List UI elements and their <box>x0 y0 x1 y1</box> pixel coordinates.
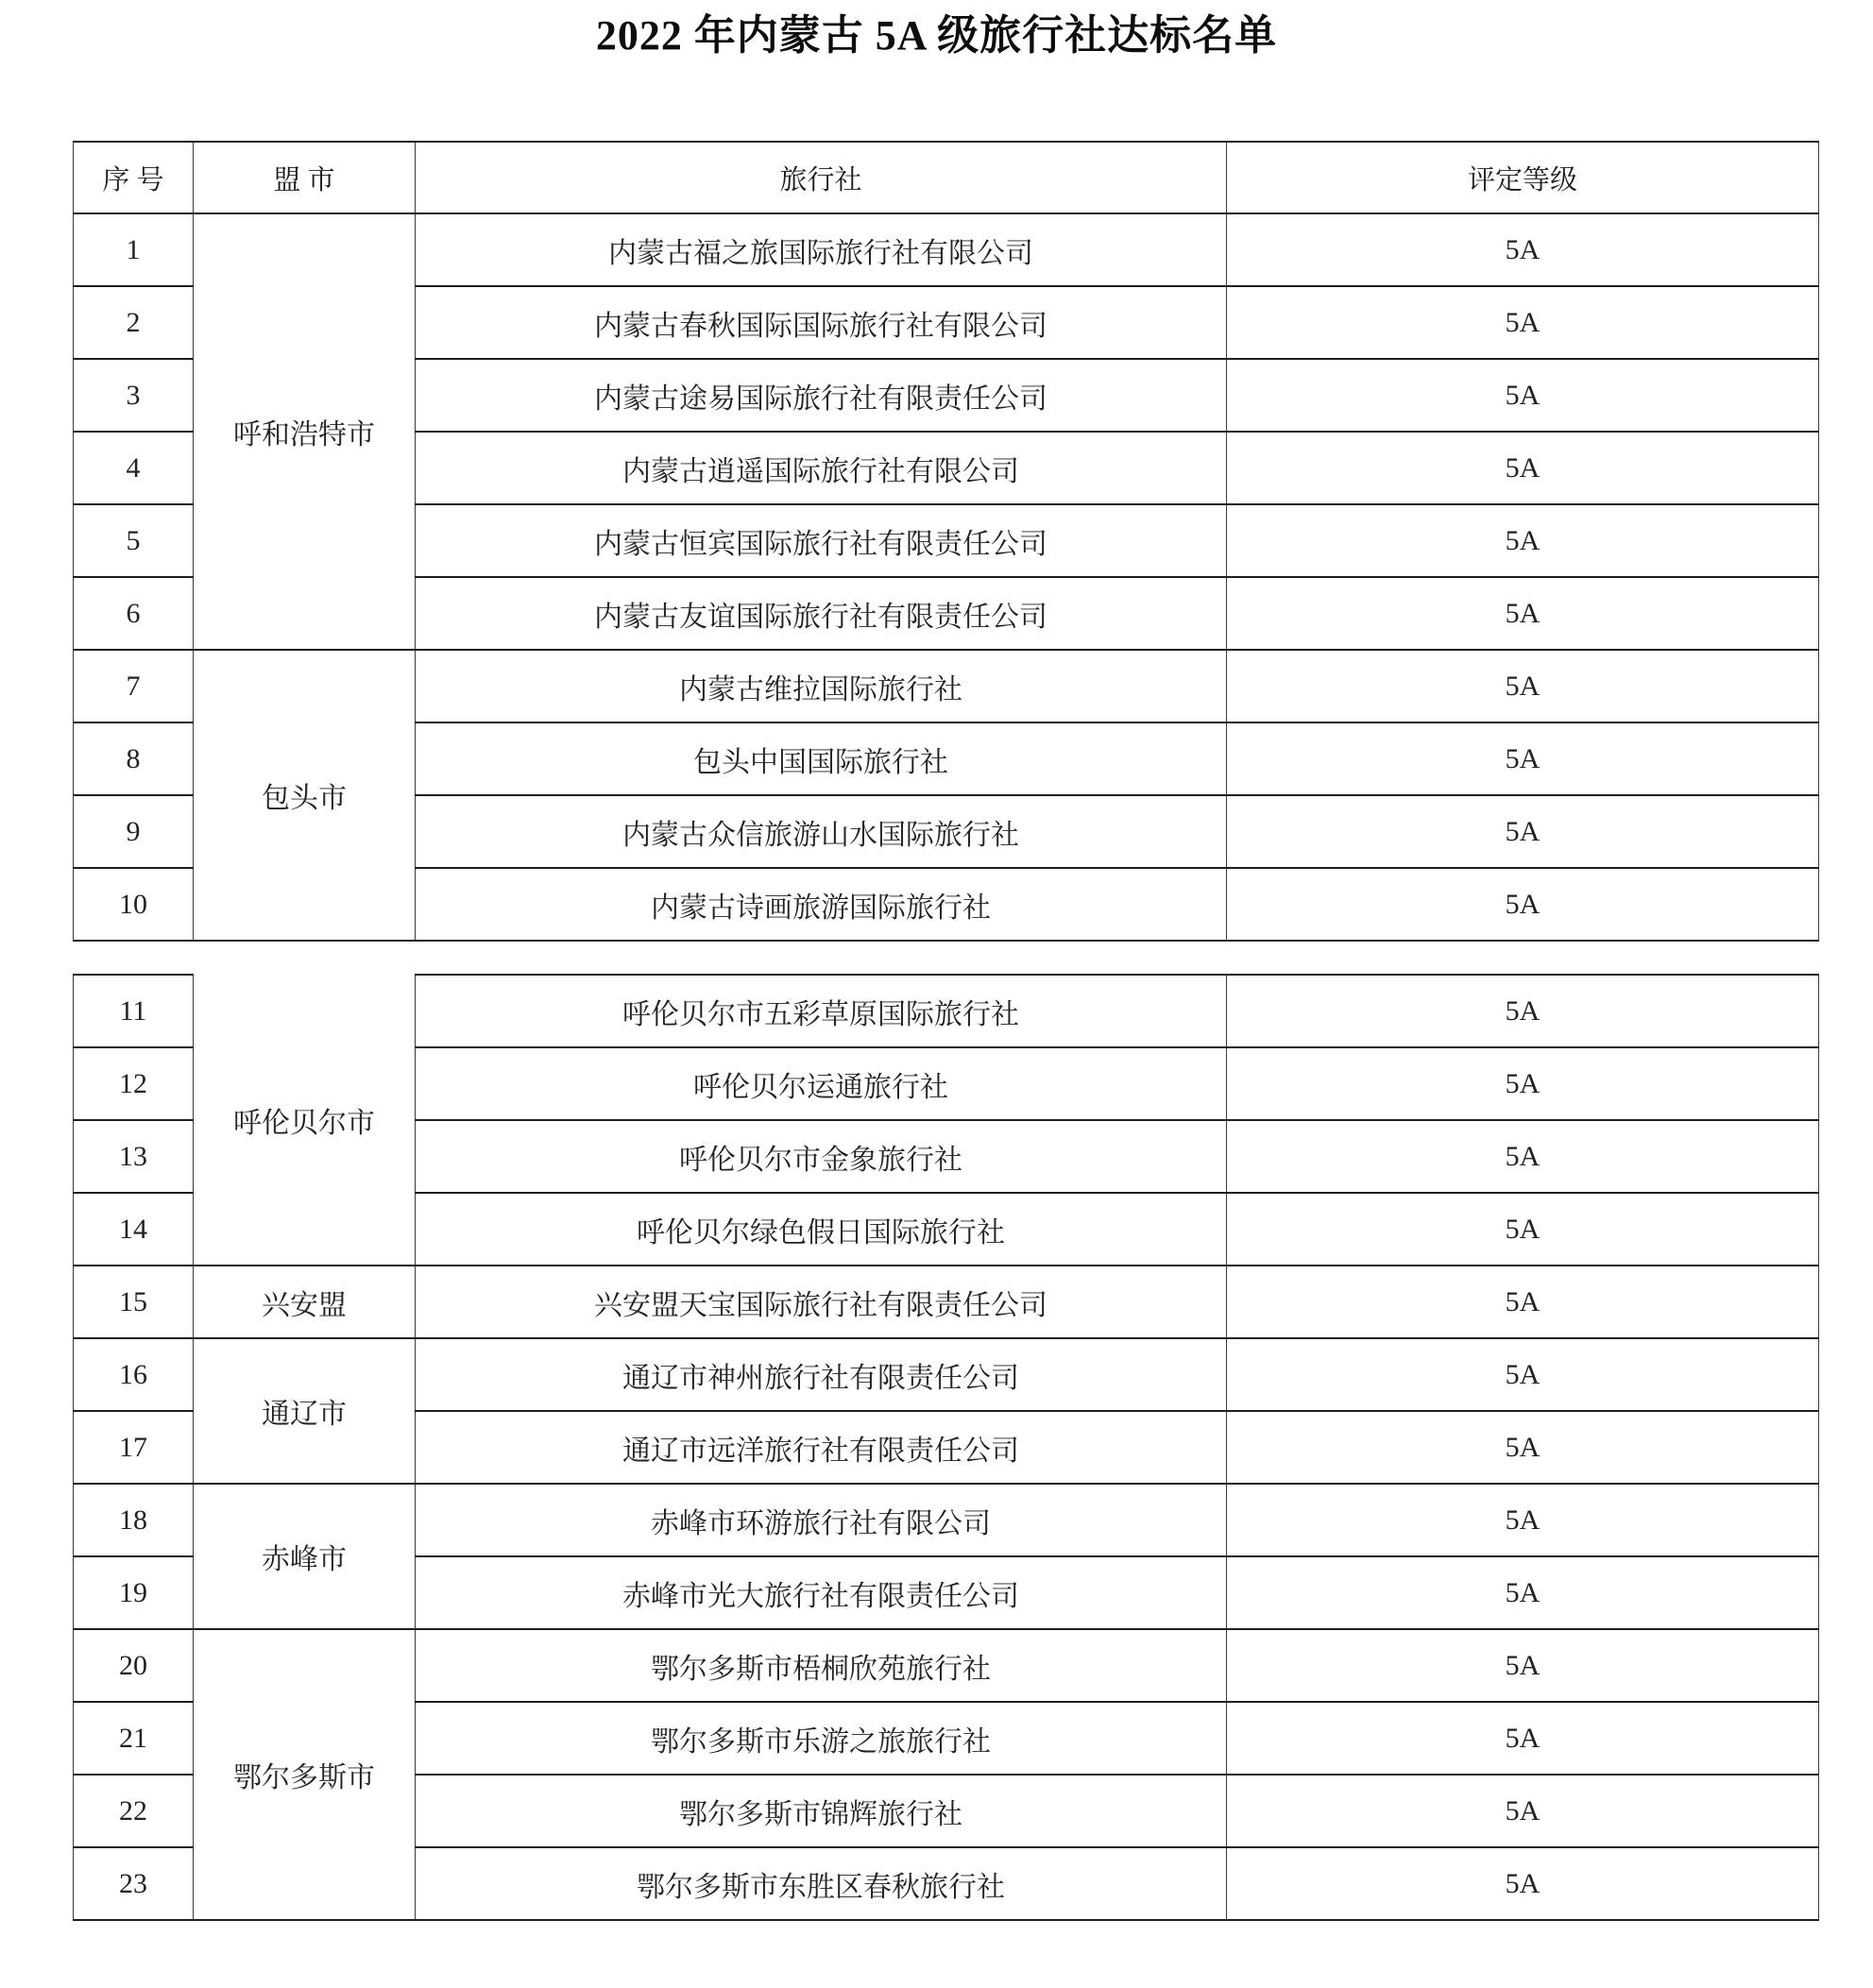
cell-agency: 赤峰市光大旅行社有限责任公司 <box>416 1556 1227 1629</box>
agency-table-part-2-body <box>74 975 1819 1920</box>
cell-agency: 内蒙古众信旅游山水国际旅行社 <box>416 795 1227 868</box>
cell-agency: 内蒙古春秋国际国际旅行社有限公司 <box>416 286 1227 359</box>
cell-no: 2 <box>74 286 194 359</box>
cell-agency: 内蒙古诗画旅游国际旅行社 <box>416 868 1227 941</box>
cell-no: 6 <box>74 577 194 650</box>
cell-city: 赤峰市 <box>194 1484 416 1629</box>
cell-city: 呼和浩特市 <box>194 213 416 650</box>
cell-grade: 5A <box>1227 722 1819 795</box>
cell-agency: 鄂尔多斯市乐游之旅旅行社 <box>416 1702 1227 1775</box>
cell-no: 17 <box>74 1411 194 1484</box>
table-row <box>74 1338 1819 1411</box>
cell-no: 19 <box>74 1556 194 1629</box>
cell-agency: 内蒙古友谊国际旅行社有限责任公司 <box>416 577 1227 650</box>
cell-no: 20 <box>74 1629 194 1702</box>
table-row <box>74 213 1819 286</box>
cell-city: 通辽市 <box>194 1338 416 1484</box>
agency-table-part-1-body <box>74 142 1819 941</box>
cell-no: 16 <box>74 1338 194 1411</box>
cell-agency: 鄂尔多斯市东胜区春秋旅行社 <box>416 1847 1227 1920</box>
cell-grade: 5A <box>1227 1120 1819 1193</box>
cell-grade: 5A <box>1227 1847 1819 1920</box>
cell-no: 13 <box>74 1120 194 1193</box>
cell-agency: 赤峰市环游旅行社有限公司 <box>416 1484 1227 1556</box>
cell-no: 15 <box>74 1266 194 1338</box>
cell-no: 23 <box>74 1847 194 1920</box>
cell-grade: 5A <box>1227 1266 1819 1338</box>
cell-no: 22 <box>74 1775 194 1847</box>
cell-grade: 5A <box>1227 504 1819 577</box>
cell-agency: 内蒙古途易国际旅行社有限责任公司 <box>416 359 1227 432</box>
cell-grade: 5A <box>1227 1702 1819 1775</box>
cell-grade: 5A <box>1227 868 1819 941</box>
table-header-row <box>74 142 1819 213</box>
cell-no: 5 <box>74 504 194 577</box>
cell-no: 10 <box>74 868 194 941</box>
cell-agency: 呼伦贝尔市金象旅行社 <box>416 1120 1227 1193</box>
cell-grade: 5A <box>1227 795 1819 868</box>
cell-agency: 鄂尔多斯市锦辉旅行社 <box>416 1775 1227 1847</box>
header-city: 盟 市 <box>194 142 416 213</box>
cell-grade: 5A <box>1227 1411 1819 1484</box>
cell-agency: 通辽市神州旅行社有限责任公司 <box>416 1338 1227 1411</box>
cell-grade: 5A <box>1227 1556 1819 1629</box>
cell-agency: 兴安盟天宝国际旅行社有限责任公司 <box>416 1266 1227 1338</box>
cell-no: 9 <box>74 795 194 868</box>
cell-city: 兴安盟 <box>194 1266 416 1338</box>
cell-agency: 内蒙古逍遥国际旅行社有限公司 <box>416 432 1227 504</box>
table-row <box>74 650 1819 722</box>
cell-grade: 5A <box>1227 577 1819 650</box>
cell-agency: 呼伦贝尔市五彩草原国际旅行社 <box>416 975 1227 1047</box>
cell-no: 3 <box>74 359 194 432</box>
cell-agency: 呼伦贝尔运通旅行社 <box>416 1047 1227 1120</box>
cell-grade: 5A <box>1227 359 1819 432</box>
cell-no: 1 <box>74 213 194 286</box>
cell-grade: 5A <box>1227 1484 1819 1556</box>
cell-city: 鄂尔多斯市 <box>194 1629 416 1920</box>
cell-agency: 呼伦贝尔绿色假日国际旅行社 <box>416 1193 1227 1266</box>
cell-no: 18 <box>74 1484 194 1556</box>
header-grade: 评定等级 <box>1227 142 1819 213</box>
cell-grade: 5A <box>1227 975 1819 1047</box>
page-title: 2022 年内蒙古 5A 级旅行社达标名单 <box>595 12 1278 59</box>
header-agency: 旅行社 <box>416 142 1227 213</box>
cell-grade: 5A <box>1227 650 1819 722</box>
table-row <box>74 1266 1819 1338</box>
table-row <box>74 975 1819 1047</box>
cell-grade: 5A <box>1227 286 1819 359</box>
cell-grade: 5A <box>1227 1629 1819 1702</box>
cell-city: 呼伦贝尔市 <box>194 975 416 1266</box>
cell-grade: 5A <box>1227 1193 1819 1266</box>
cell-agency: 包头中国国际旅行社 <box>416 722 1227 795</box>
cell-agency: 鄂尔多斯市梧桐欣苑旅行社 <box>416 1629 1227 1702</box>
agency-table-part-2 <box>73 974 1819 1921</box>
cell-no: 7 <box>74 650 194 722</box>
cell-no: 11 <box>74 975 194 1047</box>
cell-grade: 5A <box>1227 1047 1819 1120</box>
cell-no: 12 <box>74 1047 194 1120</box>
table-row <box>74 1629 1819 1702</box>
agency-table-part-1 <box>73 141 1819 942</box>
cell-agency: 内蒙古恒宾国际旅行社有限责任公司 <box>416 504 1227 577</box>
cell-no: 4 <box>74 432 194 504</box>
header-no: 序 号 <box>74 142 194 213</box>
cell-agency: 内蒙古福之旅国际旅行社有限公司 <box>416 213 1227 286</box>
cell-agency: 内蒙古维拉国际旅行社 <box>416 650 1227 722</box>
cell-grade: 5A <box>1227 1775 1819 1847</box>
cell-grade: 5A <box>1227 213 1819 286</box>
cell-grade: 5A <box>1227 1338 1819 1411</box>
cell-agency: 通辽市远洋旅行社有限责任公司 <box>416 1411 1227 1484</box>
cell-no: 14 <box>74 1193 194 1266</box>
cell-grade: 5A <box>1227 432 1819 504</box>
cell-city: 包头市 <box>194 650 416 941</box>
table-row <box>74 1484 1819 1556</box>
cell-no: 21 <box>74 1702 194 1775</box>
cell-no: 8 <box>74 722 194 795</box>
